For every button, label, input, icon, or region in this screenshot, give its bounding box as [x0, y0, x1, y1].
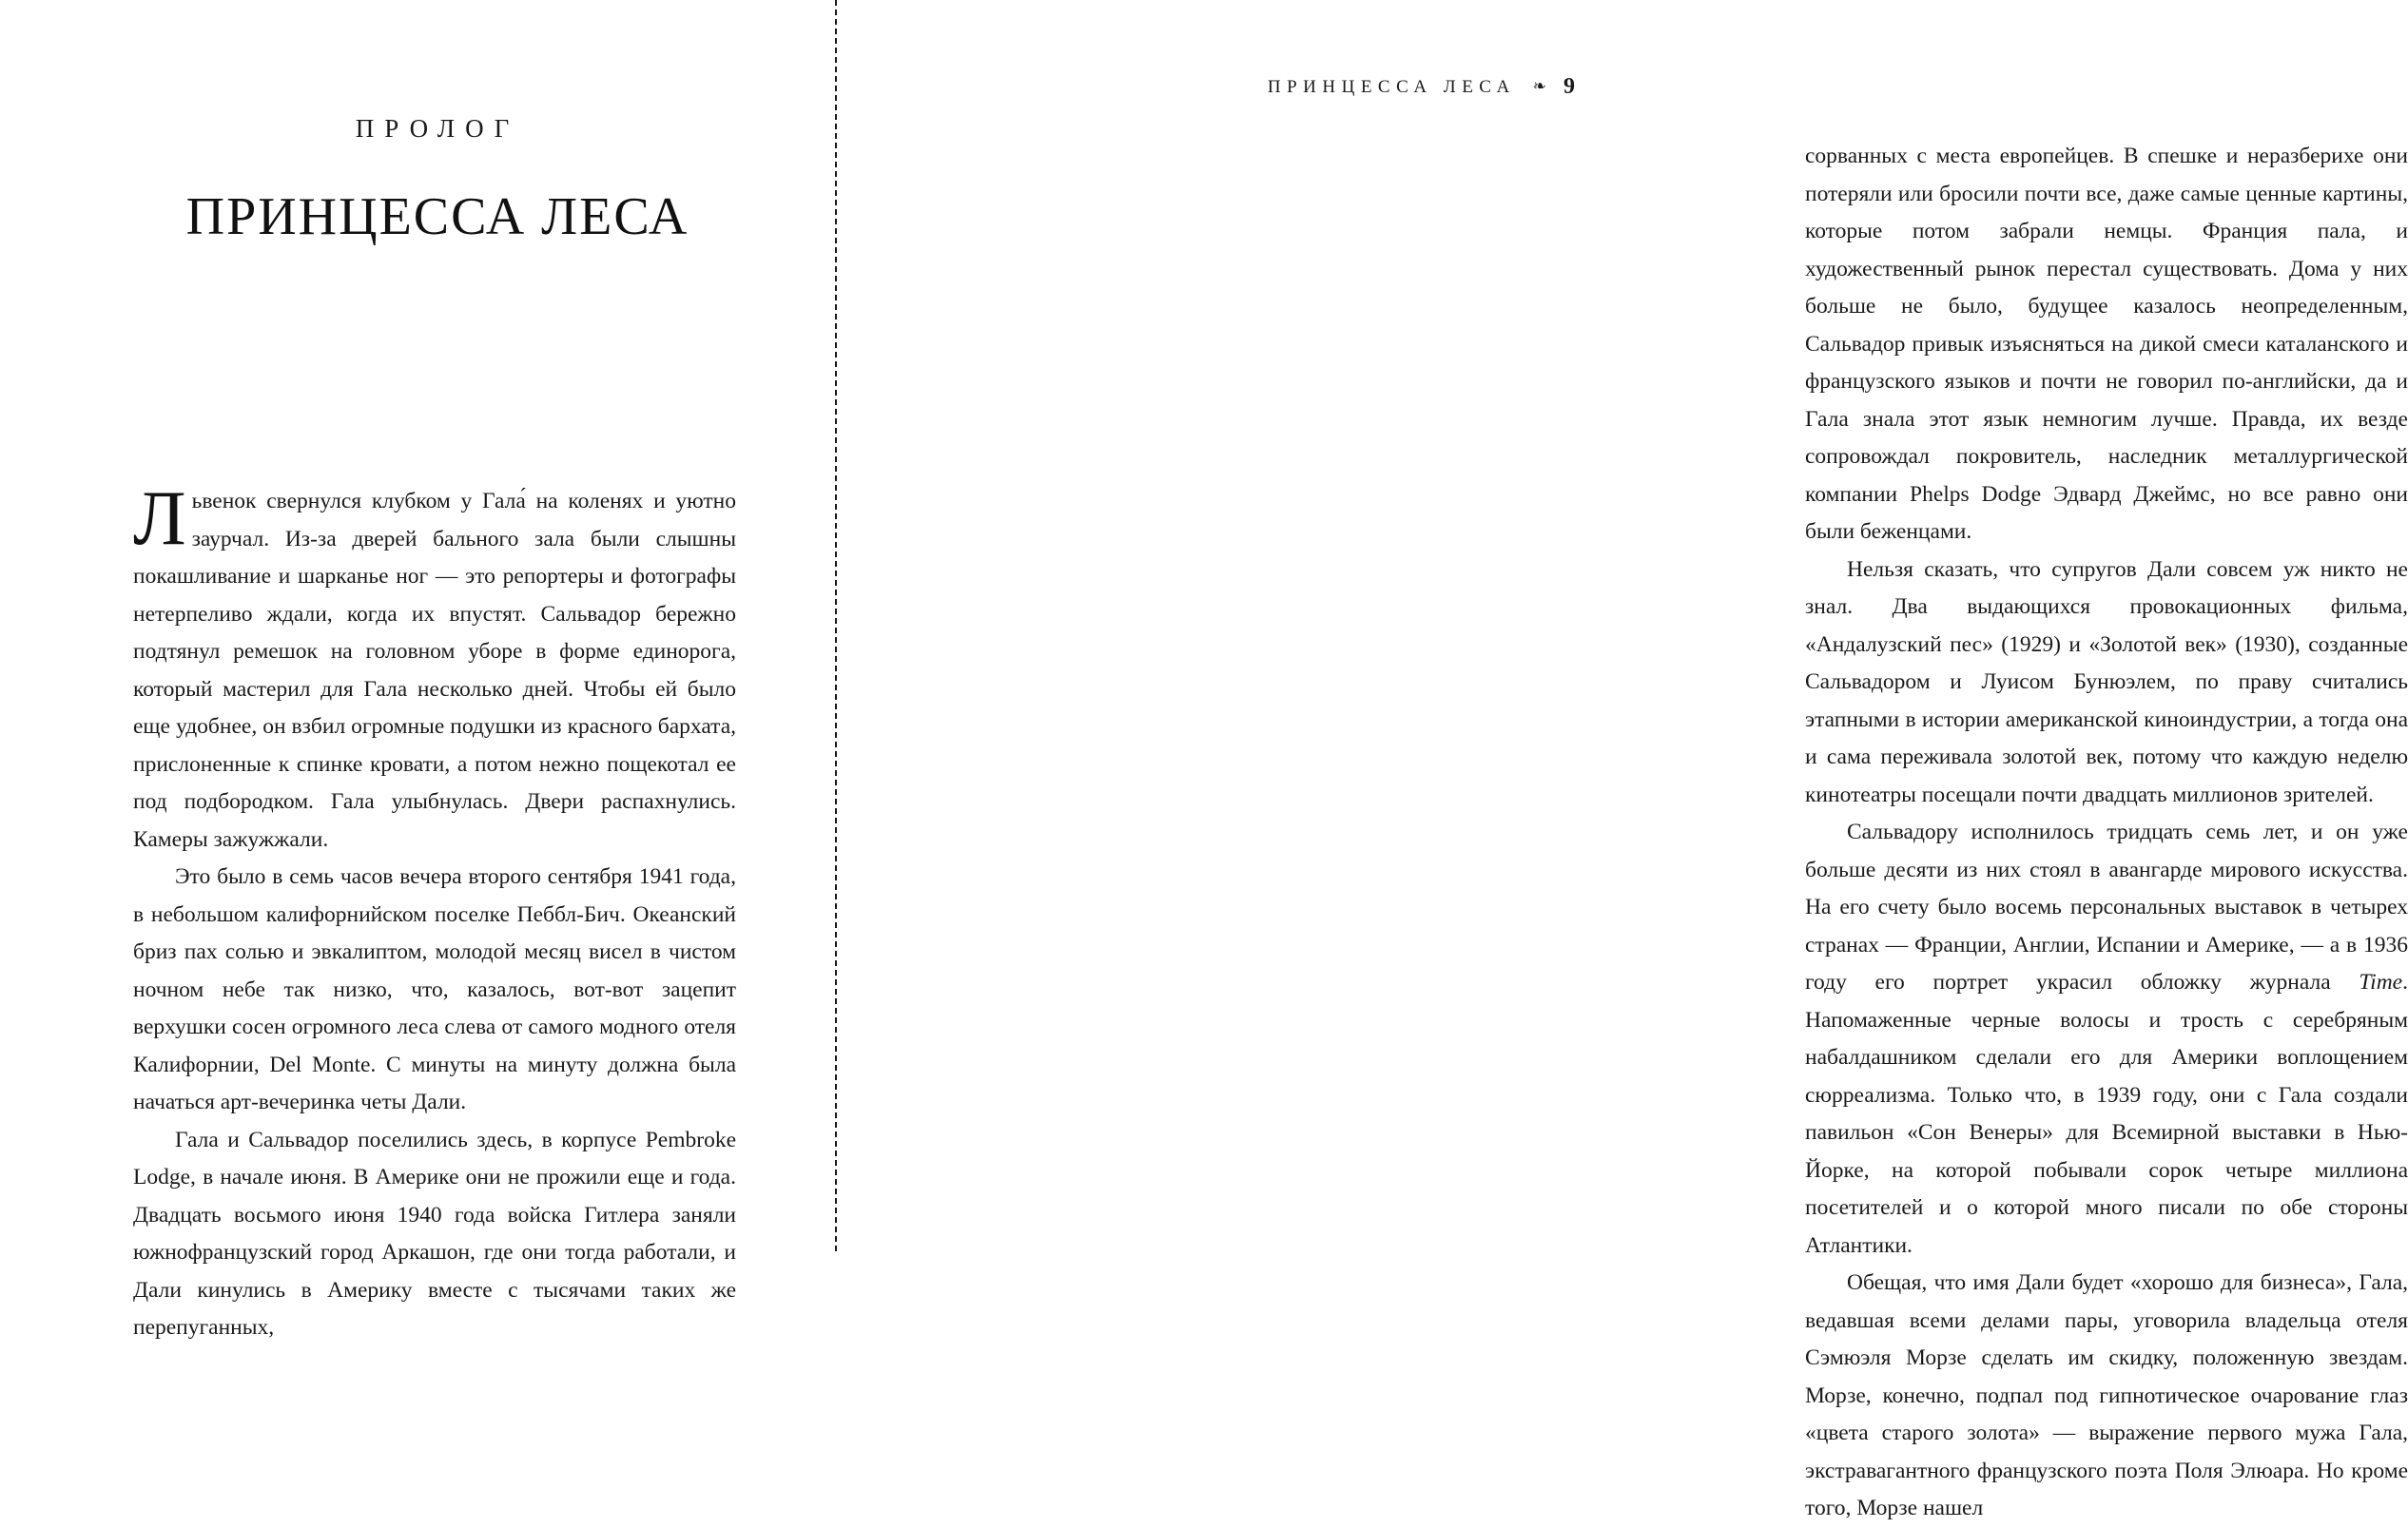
left-page-body [133, 474, 736, 1347]
running-head-title: ПРИНЦЕССА ЛЕСА [1267, 76, 1516, 97]
left-page [0, 0, 835, 1340]
italic-magazine-title: Time [2359, 970, 2403, 995]
paragraph-text: Обещая, что имя Дали будет «хорошо для бизнеса», Гала, ведавшая всеми делами пары, уговорила владельца отеля Сэмюэля Морзе сделать им скидку, положенную звездам. Морзе, конечно, подпал под гипнотическое очарование глаз «цвета старого золота» — выражение первого мужа Гала, экстравагантного французского поэта Поля Элюара. Но кроме того, Морзе нашел [1805, 1270, 2408, 1520]
paragraph-with-dropcap [133, 474, 736, 859]
paragraph-text-part: . Напомаженные черные волосы и трость с серебряным набалдашником сделали его для Америки воплощением сюрреализма. Только что, в 1939 году, они с Гала создали павильон «Сон Венеры» для Всемирной выставки в Нью-Йорке, на которой побывали сорок четыре миллиона посетителей и о которой много писали по обе стороны Атлантики. [1805, 970, 2408, 1258]
paragraph-text: Гала и Сальвадор поселились здесь, в корпусе Pembroke Lodge, в начале июня. В Америке они не прожили еще и года. Двадцать восьмого июня 1940 года войска Гитлера заняли южнофранцузский город Аркашон, где они тогда работали, и Дали кинулись в Америку вместе с тысячами таких же перепуганных, [133, 1127, 736, 1340]
drop-cap-letter: Л [133, 474, 186, 561]
paragraph-text [1805, 814, 2408, 1265]
right-page-body [1805, 138, 2408, 1528]
paragraph-text: Это было в семь часов вечера второго сентября 1941 года, в небольшом калифорнийском поселке Пеббл-Бич. Океанский бриз пах солью и эвкалиптом, молодой месяц висел в чистом ночном небе так низко, что, казалось, вот-вот зацепит верхушки сосен огромного леса слева от самого модного отеля Калифорнии, Del Monte. С минуты на минуту должна была начаться арт-вечеринка четы Дали. [133, 864, 736, 1114]
running-head [1268, 74, 1575, 100]
chapter-title: ПРИНЦЕССА ЛЕСА [185, 187, 689, 246]
paragraph-text-part: Сальвадору исполнилось тридцать семь лет, и он уже больше десяти из них стоял в авангарде мирового искусства. На его счету было восемь персональных выставок в четырех странах — Франции, Англии, Испании и Америке, — а в 1936 году его портрет украсил обложку журнала [1805, 820, 2408, 995]
paragraph-text: Нельзя сказать, что супругов Дали совсем уж никто не знал. Два выдающихся провокационных фильма, «Андалузский пес» (1929) и «Золотой век» (1930), созданные Сальвадором и Луисом Бунюэлем, по праву считались этапными в истории американской киноиндустрии, а тогда она и сама переживала золотой век, потому что каждую неделю кинотеатры посещали почти двадцать миллионов зрителей. [1805, 556, 2408, 807]
prologue-label: ПРОЛОГ [355, 114, 520, 143]
paragraph-text: ьвенок свернулся клубком у Гала́ на коленях и уютно заурчал. Из-за дверей бального зала были слышны покашливание и шарканье ног — это репортеры и фотографы нетерпеливо ждали, когда их впустят. Сальвадор бережно подтянул ремешок на головном уборе в форме единорога, который мастерил для Гала несколько дней. Чтобы ей было еще удобнее, он взбил огромные подушки из красного бархата, прислоненные к спинке кровати, а потом нежно пощекотал ее под подбородком. Гала улыбнулась. Двери распахнулись. Камеры зажужжали. [133, 489, 736, 852]
paragraph-text: сорванных с места европейцев. В спешке и неразберихе они потеряли или бросили почти все, даже самые ценные картины, которые потом забрали немцы. Франция пала, и художественный рынок перестал существовать. Дома у них больше не было, будущее казалось неопределенным, Сальвадор привык изъясняться на дикой смеси каталанского и французского языков и почти не говорил по-английски, да и Гала знала этот язык немногим лучше. Правда, их везде сопровождал покровитель, наследник металлургической компании Phelps Dodge Эдвард Джеймс, но все равно они были беженцами. [1805, 144, 2408, 544]
right-page [835, 0, 2408, 1520]
page-number: 9 [1563, 74, 1575, 99]
leaf-ornament-icon: ❧ [1532, 76, 1546, 95]
